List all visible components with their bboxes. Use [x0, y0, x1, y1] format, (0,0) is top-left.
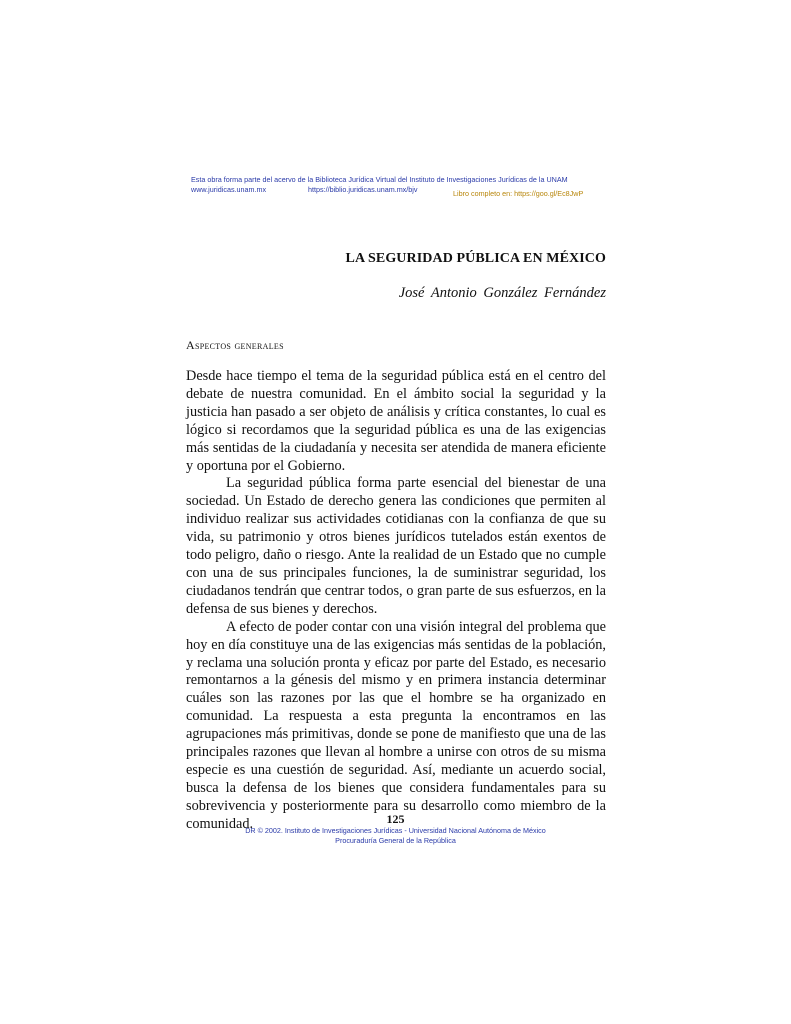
- bjv-link[interactable]: https://biblio.juridicas.unam.mx/bjv: [308, 185, 418, 194]
- site-link[interactable]: www.juridicas.unam.mx: [191, 185, 267, 194]
- book-link[interactable]: Libro completo en: https://goo.gl/Ec8JwP: [453, 189, 584, 198]
- page-title: LA SEGURIDAD PÚBLICA EN MÉXICO: [345, 251, 606, 266]
- footer-institution: Procuraduría General de la República: [335, 836, 456, 845]
- section-heading: Aspectos generales: [186, 338, 284, 352]
- footer-copyright: DR © 2002. Instituto de Investigaciones Jurídicas - Universidad Nacional Autónoma de México: [245, 826, 546, 835]
- paragraph: Desde hace tiempo el tema de la seguridad pública está en el centro del debate de nuestra comunidad. En el ámbito social la seguridad y la justicia han pasado a ser objeto de análisis y crítica constantes, lo cual es lógico si recordamos que la seguridad pública es una de las exigencias más sentidas de la ciudadanía y necesita ser atendida de manera eficiente y oportuna por el Gobierno.: [186, 368, 606, 474]
- header-notice: Esta obra forma parte del acervo de la Biblioteca Jurídica Virtual del Instituto de Investigaciones Jurídicas de la UNAM: [191, 175, 568, 184]
- page-number-value: 125: [386, 812, 405, 826]
- page-number: [0, 812, 791, 827]
- paragraph: A efecto de poder contar con una visión integral del problema que hoy en día constituye una de las exigencias más sentidas de la población, y reclama una solución pronta y eficaz por parte del Estado, es necesario remontarnos a la génesis del mismo y en primera instancia determinar cuáles son las razones por las que el hombre se ha organizado en comunidad. La respuesta a esta pregunta la encontramos en las agrupaciones más primitivas, donde se pone de manifiesto que una de las principales razones que llevan al hombre a unirse con otros de su misma especie es una cuestión de seguridad. Así, mediante un acuerdo social, busca la defensa de los bienes que considera fundamentales para su sobrevivencia y posteriormente para su desarrollo como miembro de la comunidad.: [186, 618, 606, 832]
- author-name: José Antonio González Fernández: [398, 285, 606, 301]
- paragraph: La seguridad pública forma parte esencial del bienestar de una sociedad. Un Estado de derecho genera las condiciones que permiten al individuo realizar sus actividades cotidianas con la confianza de que su vida, su patrimonio y otros bienes jurídicos tutelados están exentos de todo peligro, daño o riesgo. Ante la realidad de un Estado que no cumple con una de sus principales funciones, la de suministrar seguridad, los ciudadanos tendrán que centrar todos, o gran parte de sus esfuerzos, en la defensa de sus bienes y derechos.: [186, 475, 606, 617]
- body-text: [186, 368, 606, 834]
